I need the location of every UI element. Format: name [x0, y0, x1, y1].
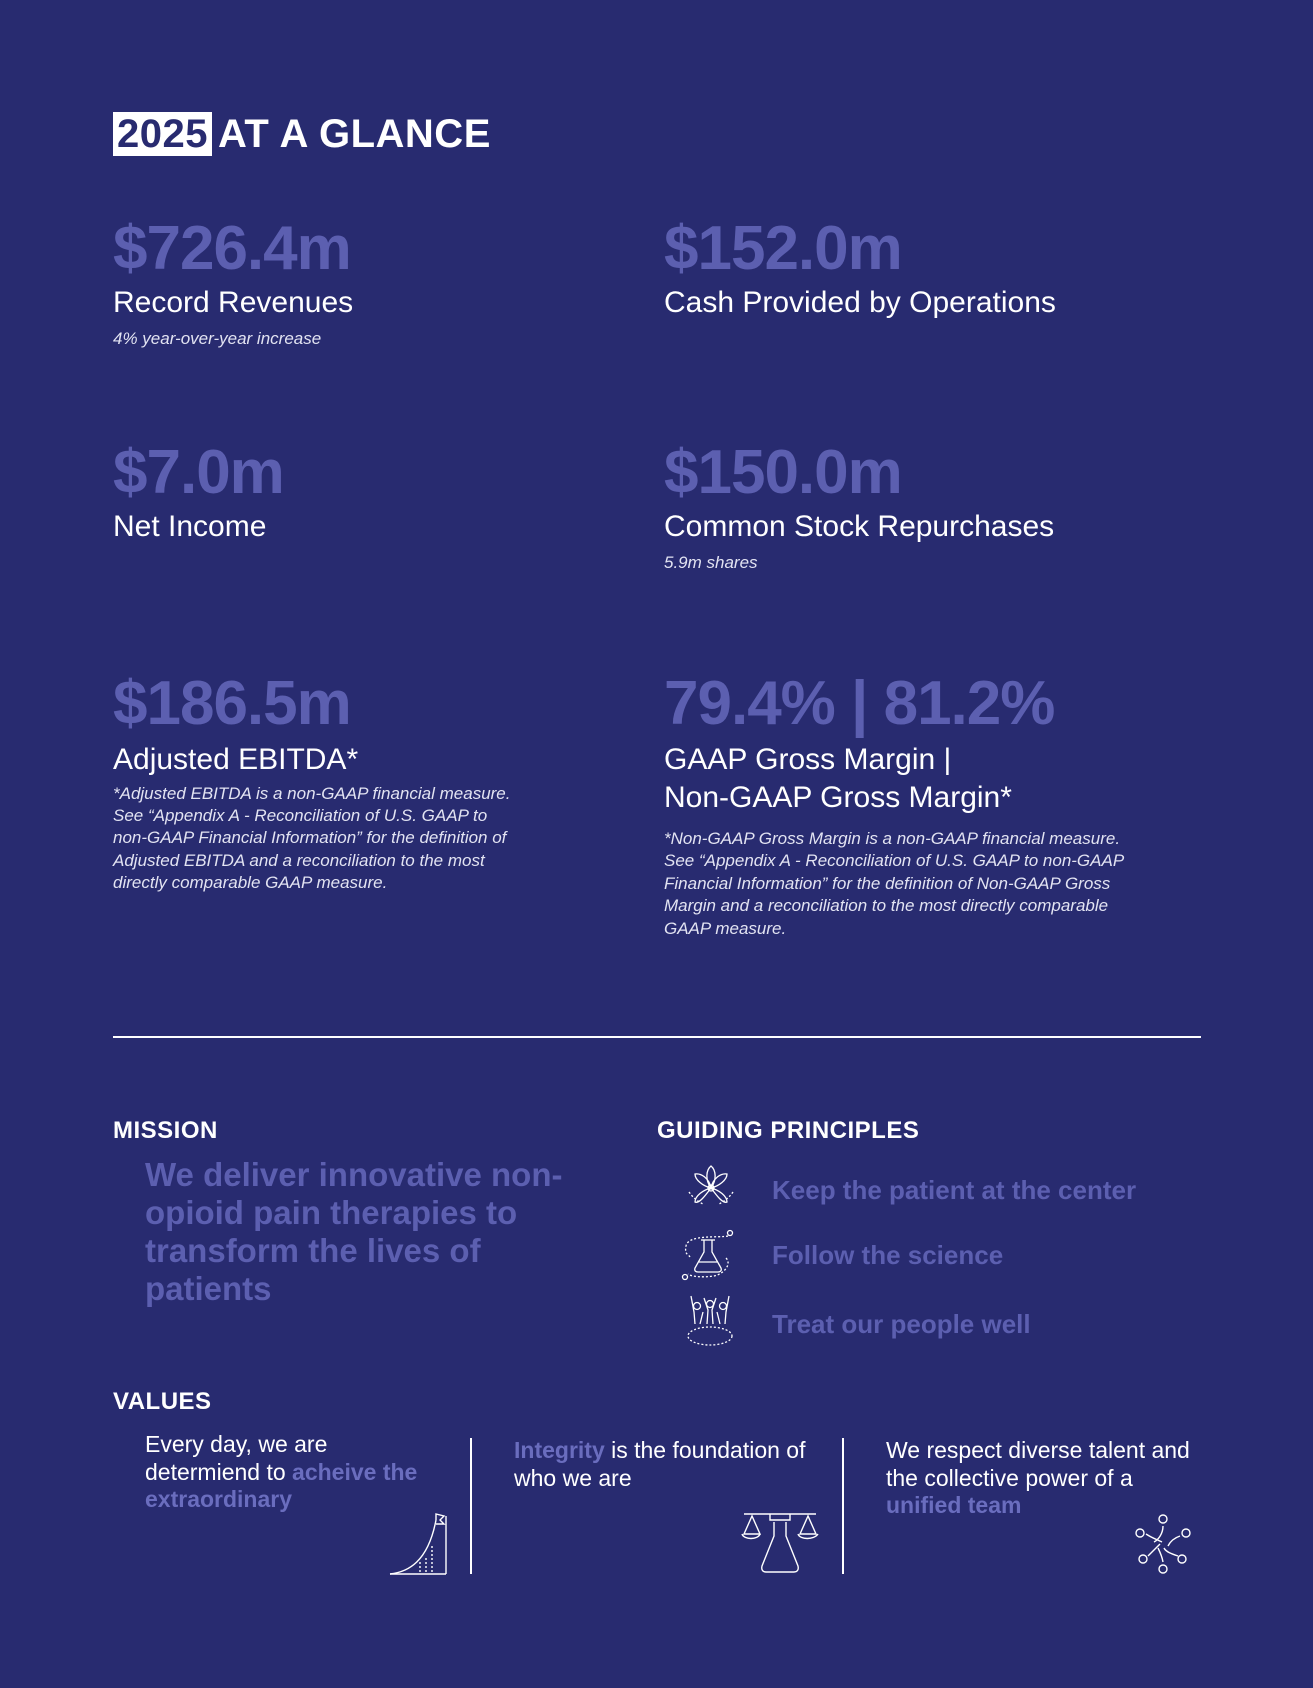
flask-icon — [680, 1228, 736, 1284]
title-year: 2025 — [113, 112, 212, 156]
stat-value: $7.0m — [113, 438, 284, 507]
principles-heading: GUIDING PRINCIPLES — [657, 1117, 920, 1144]
stat-label-line1: GAAP Gross Margin | — [664, 743, 952, 776]
stat-label: Common Stock Repurchases — [664, 510, 1055, 543]
mission-statement: We deliver innovative non-opioid pain therapies to transform the lives of patients — [145, 1156, 563, 1307]
stat-value: $152.0m — [664, 214, 902, 283]
value-extraordinary — [145, 1431, 445, 1514]
stat-adjusted-ebitda — [113, 669, 523, 895]
growth-curve-icon — [388, 1512, 448, 1576]
stat-label: Adjusted EBITDA* — [113, 743, 359, 776]
value-unified-team — [886, 1437, 1206, 1520]
stat-net-income — [113, 438, 593, 546]
scale-flask-icon — [740, 1510, 820, 1576]
values-divider — [470, 1438, 472, 1574]
value-integrity — [514, 1437, 834, 1492]
stat-cash-operations — [664, 214, 1224, 322]
team-circle-icon — [1134, 1514, 1192, 1574]
stat-stock-repurchases — [664, 438, 1224, 574]
stat-label: Record Revenues — [113, 286, 354, 319]
stat-value: $186.5m — [113, 669, 351, 738]
principle-science: Follow the science — [772, 1240, 1004, 1270]
page-title — [113, 112, 491, 157]
stat-note: 5.9m shares — [664, 552, 758, 572]
stat-value: $150.0m — [664, 438, 902, 507]
section-divider — [113, 1036, 1201, 1038]
value-highlight: acheive the extraordinary — [145, 1458, 418, 1513]
stat-note: *Adjusted EBITDA is a non-GAAP financial measure. See “Appendix A - Reconciliation of U.S. GAAP to non-GAAP Financial Information” for the definition of Adjusted EBITDA and a reconciliation to the most directly comparable GAAP measure. — [113, 783, 511, 893]
stat-value: 79.4% | 81.2% — [664, 669, 1055, 738]
values-heading: VALUES — [113, 1388, 212, 1415]
stat-label: Net Income — [113, 510, 267, 543]
mission-heading: MISSION — [113, 1117, 218, 1144]
flower-icon — [683, 1162, 739, 1218]
value-highlight: unified team — [886, 1492, 1022, 1519]
stat-value: $726.4m — [113, 214, 351, 283]
people-icon — [682, 1294, 738, 1350]
value-text: We respect diverse talent and the collective power of a — [886, 1437, 1190, 1491]
stat-label: Cash Provided by Operations — [664, 286, 1056, 319]
stat-gross-margin — [664, 669, 1134, 940]
stat-label-line2: Non-GAAP Gross Margin* — [664, 780, 1012, 814]
title-text: AT A GLANCE — [217, 112, 491, 156]
values-divider — [842, 1438, 844, 1574]
value-text-end: is the foundation of who we are — [514, 1437, 806, 1491]
value-highlight: Integrity — [514, 1437, 605, 1463]
value-text: Every day, we are determiend to — [145, 1431, 328, 1485]
stat-revenue — [113, 214, 593, 350]
stat-note: 4% year-over-year increase — [113, 328, 322, 348]
principle-patient: Keep the patient at the center — [772, 1175, 1137, 1205]
stat-note: *Non-GAAP Gross Margin is a non-GAAP financial measure. See “Appendix A - Reconciliation of U.S. GAAP to non-GAAP Financial Information” for the definition of Non-GAAP Gross Margin and a reconciliation to the most directly comparable GAAP measure. — [664, 829, 1124, 938]
principle-people: Treat our people well — [772, 1309, 1031, 1339]
